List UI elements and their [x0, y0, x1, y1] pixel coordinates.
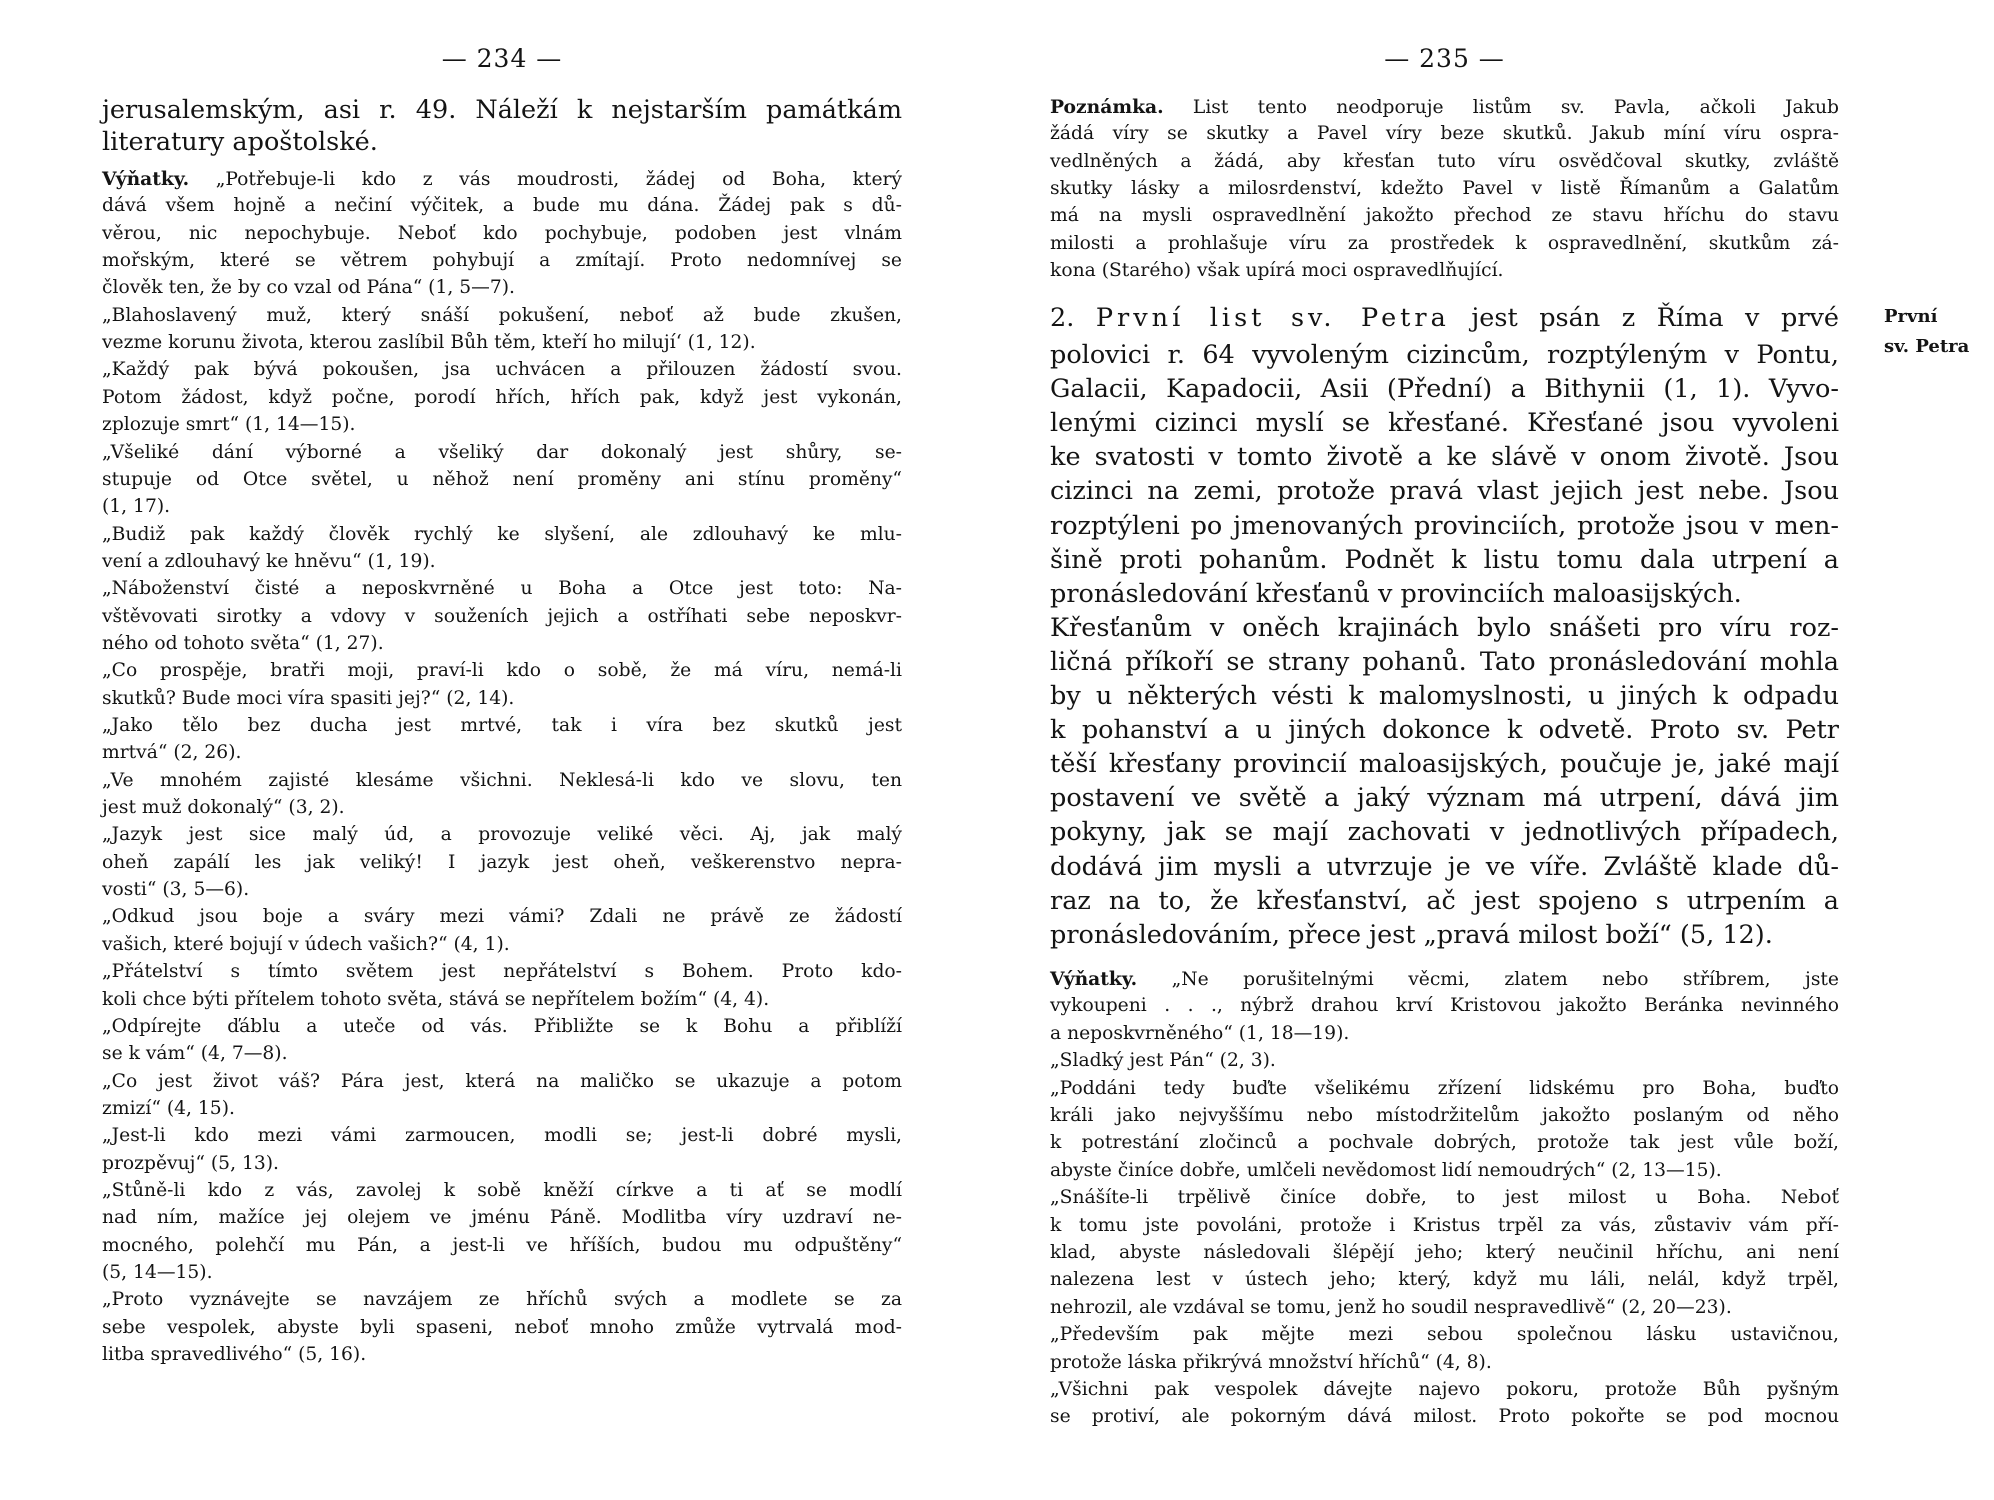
text-content: zplozuje smrt“ (1, 14—15).	[102, 414, 356, 435]
text-content: litba spravedlivého“ (5, 16).	[102, 1344, 367, 1365]
text-content: koli chce býti přítelem tohoto světa, stává se nepřítelem božím“ (4, 4).	[102, 989, 770, 1010]
note-line	[1050, 262, 1839, 281]
note-label: Poznámka.	[1050, 96, 1164, 118]
text-content: nad ním, mažíce jej olejem ve jménu Páně. Modlitba víry uzdraví ne-	[102, 1207, 902, 1228]
section-heading: První list sv. Petra	[1095, 303, 1450, 333]
excerpt-line	[1050, 1107, 1839, 1126]
main-line	[1050, 749, 1839, 779]
excerpt-line	[1050, 1326, 1839, 1345]
text-content: lenými cizinci myslí se křesťané. Křesťané jsou vyvoleni	[1050, 408, 1839, 438]
text-content: mocného, polehčí mu Pán, a jest-li ve hříších, budou mu odpuštěny“	[102, 1235, 902, 1256]
text-content: postavení ve světě a jaký význam má utrpení, dává jim	[1050, 783, 1839, 813]
excerpt-line	[1050, 1217, 1839, 1236]
note-line	[1050, 125, 1839, 144]
text-content: prozpěvuj“ (5, 13).	[102, 1153, 279, 1174]
excerpt-line	[1050, 1189, 1839, 1208]
text-content: jerusalemským, asi r. 49. Náleží k nejstarším památkám	[102, 95, 902, 125]
main-line	[1050, 476, 1839, 506]
text-content: „Sladký jest Pán“ (2, 3).	[1050, 1050, 1276, 1071]
text-content: k tomu jste povoláni, protože i Kristus trpěl za vás, zůstaviv vám pří-	[1050, 1215, 1839, 1236]
page-number: — 234 —	[441, 44, 563, 73]
text-content: má na mysli ospravedlnění jakožto přechod ze stavu hříchu do stavu	[1050, 205, 1839, 226]
text-line	[102, 498, 902, 517]
main-line	[1050, 920, 1839, 950]
text-content: těší křesťany provincií maloasijských, poučuje je, jaké mají	[1050, 749, 1839, 779]
text-content: „Stůně-li kdo z vás, zavolej k sobě kněží církve a ti ať se modlí	[102, 1180, 902, 1201]
excerpt-line	[1050, 1408, 1839, 1427]
text-content: „Všeliké dání výborné a všeliký dar dokonalý jest shůry, se-	[102, 442, 902, 463]
text-line	[102, 334, 902, 353]
text-content: vedlněných a žádá, aby křesťan tuto víru osvědčoval skutky, zvláště	[1050, 151, 1839, 172]
text-content: králi jako nejvyššímu nebo místodržitelům jakožto poslaným od něho	[1050, 1105, 1839, 1126]
text-line	[102, 416, 902, 435]
text-content: skutky lásky a milosrdenství, kdežto Pavel v listě Římanům a Galatům	[1050, 178, 1839, 199]
text-line	[102, 526, 902, 545]
text-line	[102, 1155, 902, 1174]
text-line	[102, 690, 902, 709]
text-content: žádá víry se skutky a Pavel víry beze skutků. Jakub míní víru ospra-	[1050, 123, 1839, 144]
text-content: mrtvá“ (2, 26).	[102, 742, 242, 763]
text-content: klad, abyste následovali šlépějí jeho; který neučinil hříchu, ani není	[1050, 1242, 1839, 1263]
main-line	[1050, 852, 1839, 882]
text-line	[102, 826, 902, 845]
text-content: sebe vespolek, abyste byli spaseni, neboť mnoho zmůže vytrvalá mod-	[102, 1317, 902, 1338]
text-content: pronásledování křesťanů v provinciích maloasijských.	[1050, 579, 1742, 609]
text-content: dává všem hojně a nečiní výčitek, a bude mu dána. Žádej pak s dů-	[102, 195, 902, 216]
text-content: pronásledováním, přece jest „pravá milost boží“ (5, 12).	[1050, 920, 1773, 950]
text-line	[102, 1045, 902, 1064]
main-line	[1050, 340, 1839, 370]
main-line	[1050, 579, 1839, 609]
text-content: „Potřebuje-li kdo z vás moudrosti, žádej od Boha, který	[215, 169, 902, 190]
text-content: „Přátelství s tímto světem jest nepřátelství s Bohem. Proto kdo-	[102, 961, 902, 982]
text-content: „Náboženství čisté a neposkvrněné u Boha a Otce jest toto: Na-	[102, 578, 902, 599]
text-content: jest muž dokonalý“ (3, 2).	[102, 797, 345, 818]
note-line	[1050, 98, 1839, 118]
text-content: protože láska přikrývá množství hříchů“ (4, 8).	[1050, 1352, 1492, 1373]
text-line	[102, 553, 902, 572]
excerpt-line	[1050, 1162, 1839, 1181]
main-line	[1050, 613, 1839, 643]
text-content: šině proti pohanům. Podnět k listu tomu dala utrpení a	[1050, 545, 1839, 575]
text-content: vykoupeni . . ., nýbrž drahou krví Kristovou jakožto Beránka nevinného	[1050, 995, 1839, 1016]
text-content: vení a zdlouhavý ke hněvu“ (1, 19).	[102, 551, 436, 572]
text-content: „Všichni pak vespolek dávejte najevo pokoru, protože Bůh pyšným	[1050, 1379, 1839, 1400]
text-content: zmizí“ (4, 15).	[102, 1098, 235, 1119]
text-line	[102, 936, 902, 955]
note-line	[1050, 180, 1839, 199]
text-line	[102, 252, 902, 271]
text-content: ného od tohoto světa“ (1, 27).	[102, 633, 384, 654]
section-heading-line	[1050, 303, 1840, 333]
text-line	[102, 772, 902, 791]
text-content: vezme korunu života, kterou zaslíbil Bůh těm, kteří ho milují‘ (1, 12).	[102, 332, 756, 353]
text-line	[102, 471, 902, 490]
text-content: kona (Starého) však upírá moci ospravedlňující.	[1050, 260, 1504, 281]
intro-line	[102, 95, 902, 125]
intro-line	[102, 127, 902, 157]
main-line	[1050, 408, 1839, 438]
main-line	[1050, 511, 1839, 541]
text-line	[102, 580, 902, 599]
text-content: stupuje od Otce světel, u něhož není proměny ani stínu proměny“	[102, 469, 902, 490]
text-content: „Především pak mějte mezi sebou společnou lásku ustavičnou,	[1050, 1324, 1839, 1345]
excerpt-line	[1050, 970, 1839, 990]
text-content: by u některých vésti k malomyslnosti, u jiných k odpadu	[1050, 681, 1839, 711]
excerpt-line	[1050, 1052, 1839, 1071]
text-line	[102, 1346, 902, 1365]
section-number: 2.	[1050, 303, 1075, 333]
text-content: „Jazyk jest sice malý úd, a provozuje veliké věci. Aj, jak malý	[102, 824, 902, 845]
text-line	[102, 307, 902, 326]
text-content: k pohanství a u jiných dokonce k odvetě. Proto sv. Petr	[1050, 715, 1839, 745]
text-line	[102, 279, 902, 298]
text-line	[102, 1100, 902, 1119]
text-line	[102, 1209, 902, 1228]
text-content: k potrestání zločinců a pochvale dobrých, protože tak jest vůle boží,	[1050, 1132, 1839, 1153]
main-line	[1050, 681, 1839, 711]
text-content: „Proto vyznávejte se navzájem ze hříchů svých a modlete se za	[102, 1289, 902, 1310]
excerpt-line	[1050, 1271, 1839, 1290]
text-content: milosti a prohlašuje víru za prostředek k ospravedlnění, skutkům zá-	[1050, 233, 1839, 254]
text-content: Galacii, Kapadocii, Asii (Přední) a Bithynii (1, 1). Vyvo-	[1050, 374, 1839, 404]
excerpt-line	[1050, 1381, 1839, 1400]
text-content: List tento neodporuje listům sv. Pavla, ačkoli Jakub	[1192, 97, 1839, 118]
text-line	[102, 881, 902, 900]
excerpt-line	[1050, 1134, 1839, 1153]
text-content: nehrozil, ale vzdával se tomu, jenž ho soudil nespravedlivě“ (2, 20—23).	[1050, 1297, 1732, 1318]
text-content: (5, 14—15).	[102, 1262, 213, 1283]
text-content: věrou, nic nepochybuje. Neboť kdo pochybuje, podoben jest vlnám	[102, 223, 902, 244]
text-content: polovici r. 64 vyvoleným cizincům, rozptýleným v Pontu,	[1050, 340, 1839, 370]
text-content: „Jako tělo bez ducha jest mrtvé, tak i víra bez skutků jest	[102, 715, 902, 736]
text-content: nalezena lest v ústech jeho; který, když mu láli, nelál, když trpěl,	[1050, 1269, 1839, 1290]
text-line	[102, 608, 902, 627]
section-text: jest psán z Říma v prvé	[1471, 303, 1840, 333]
text-line	[102, 389, 902, 408]
text-content: raz na to, že křesťanství, ač jest spojeno s utrpením a	[1050, 886, 1839, 916]
excerpt-line	[1050, 1354, 1839, 1373]
text-content: mořským, které se větrem pohybují a zmítají. Proto nedomnívej se	[102, 250, 902, 271]
text-content: „Každý pak bývá pokoušen, jsa uchvácen a přilouzen žádostí svou.	[102, 359, 902, 380]
text-line	[102, 1018, 902, 1037]
text-content: „Ne porušitelnými věcmi, zlatem nebo stříbrem, jste	[1171, 969, 1839, 990]
text-content: vosti“ (3, 5—6).	[102, 879, 250, 900]
text-content: „Jest-li kdo mezi vámi zarmoucen, modli se; jest-li dobré mysli,	[102, 1125, 902, 1146]
text-content: oheň zapálí les jak veliký! I jazyk jest oheň, veškerenstvo nepra-	[102, 852, 902, 873]
text-line	[102, 1127, 902, 1146]
page-number: — 235 —	[1384, 44, 1505, 73]
main-line	[1050, 715, 1839, 745]
text-content: se k vám“ (4, 7—8).	[102, 1043, 288, 1064]
text-content: rozptýleni po jmenovaných provinciích, protože jsou v men-	[1050, 511, 1839, 541]
text-line	[102, 1291, 902, 1310]
text-content: ke svatosti v tomto životě a ke slávě v onom životě. Jsou	[1050, 442, 1839, 472]
text-content: ličná příkoří se strany pohanů. Tato pronásledování mohla	[1050, 647, 1839, 677]
text-content: skutků? Bude moci víra spasiti jej?“ (2, 14).	[102, 688, 515, 709]
main-line	[1050, 783, 1839, 813]
text-line	[102, 744, 902, 763]
note-line	[1050, 207, 1839, 226]
text-content: „Odpírejte ďáblu a uteče od vás. Přibližte se k Bohu a přiblíží	[102, 1016, 902, 1037]
main-line	[1050, 442, 1839, 472]
text-line	[102, 1319, 902, 1338]
excerpt-line	[1050, 1244, 1839, 1263]
text-content: „Odkud jsou boje a sváry mezi vámi? Zdali ne právě ze žádostí	[102, 906, 902, 927]
text-content: dodává jim mysli a utvrzuje je ve víře. Zvláště klade dů-	[1050, 852, 1839, 882]
text-content: a neposkvrněného“ (1, 18—19).	[1050, 1023, 1350, 1044]
text-line	[102, 361, 902, 380]
note-line	[1050, 153, 1839, 172]
section-label: Výňatky.	[102, 168, 190, 190]
text-line	[102, 170, 902, 190]
text-line	[102, 197, 902, 216]
text-line	[102, 662, 902, 681]
excerpt-line	[1050, 997, 1839, 1016]
margin-note-line: sv. Petra	[1884, 336, 1970, 357]
text-content: (1, 17).	[102, 496, 171, 517]
text-line	[102, 1073, 902, 1092]
text-content: „Co prospěje, bratři moji, praví-li kdo o sobě, že má víru, nemá-li	[102, 660, 902, 681]
margin-note-line: První	[1884, 306, 1938, 327]
excerpt-line	[1050, 1025, 1839, 1044]
text-content: vašich, které bojují v údech vašich?“ (4, 1).	[102, 934, 510, 955]
excerpt-line	[1050, 1299, 1839, 1318]
main-line	[1050, 374, 1839, 404]
text-line	[102, 717, 902, 736]
text-line	[102, 991, 902, 1010]
text-line	[102, 799, 902, 818]
text-line	[102, 1237, 902, 1256]
text-line	[102, 854, 902, 873]
excerpt-line	[1050, 1080, 1839, 1099]
note-line	[1050, 235, 1839, 254]
text-line	[102, 1182, 902, 1201]
excerpt-label: Výňatky.	[1050, 968, 1138, 990]
text-line	[102, 1264, 902, 1283]
main-line	[1050, 545, 1839, 575]
text-line	[102, 635, 902, 654]
text-content: „Budiž pak každý člověk rychlý ke slyšení, ale zdlouhavý ke mlu-	[102, 524, 902, 545]
text-content: literatury apoštolské.	[102, 127, 378, 157]
text-content: pokyny, jak se mají zachovati v jednotlivých případech,	[1050, 817, 1839, 847]
text-content: cizinci na zemi, protože pravá vlast jejich jest nebe. Jsou	[1050, 476, 1839, 506]
text-content: „Ve mnohém zajisté klesáme všichni. Neklesá-li kdo ve slovu, ten	[102, 770, 902, 791]
text-line	[102, 225, 902, 244]
text-line	[102, 444, 902, 463]
main-line	[1050, 817, 1839, 847]
text-content: člověk ten, že by co vzal od Pána“ (1, 5—7).	[102, 277, 515, 298]
text-content: vštěvovati sirotky a vdovy v souženích jejich a ostříhati sebe neposkvr-	[102, 606, 902, 627]
text-content: „Poddáni tedy buďte všelikému zřízení lidskému pro Boha, buďto	[1050, 1078, 1839, 1099]
text-content: „Blahoslavený muž, který snáší pokušení, neboť až bude zkušen,	[102, 305, 902, 326]
main-line	[1050, 647, 1839, 677]
text-content: Potom žádost, když počne, porodí hřích, hřích pak, když jest vykonán,	[102, 387, 902, 408]
text-line	[102, 908, 902, 927]
text-content: Křesťanům v oněch krajinách bylo snášeti pro víru roz-	[1050, 613, 1839, 643]
text-line	[102, 963, 902, 982]
text-content: se protiví, ale pokorným dává milost. Proto pokořte se pod mocnou	[1050, 1406, 1839, 1427]
text-content: abyste činíce dobře, umlčeli nevědomost lidí nemoudrých“ (2, 13—15).	[1050, 1160, 1722, 1181]
text-content: „Co jest život váš? Pára jest, která na maličko se ukazuje a potom	[102, 1071, 902, 1092]
main-line	[1050, 886, 1839, 916]
text-content: „Snášíte-li trpělivě činíce dobře, to jest milost u Boha. Neboť	[1050, 1187, 1839, 1208]
